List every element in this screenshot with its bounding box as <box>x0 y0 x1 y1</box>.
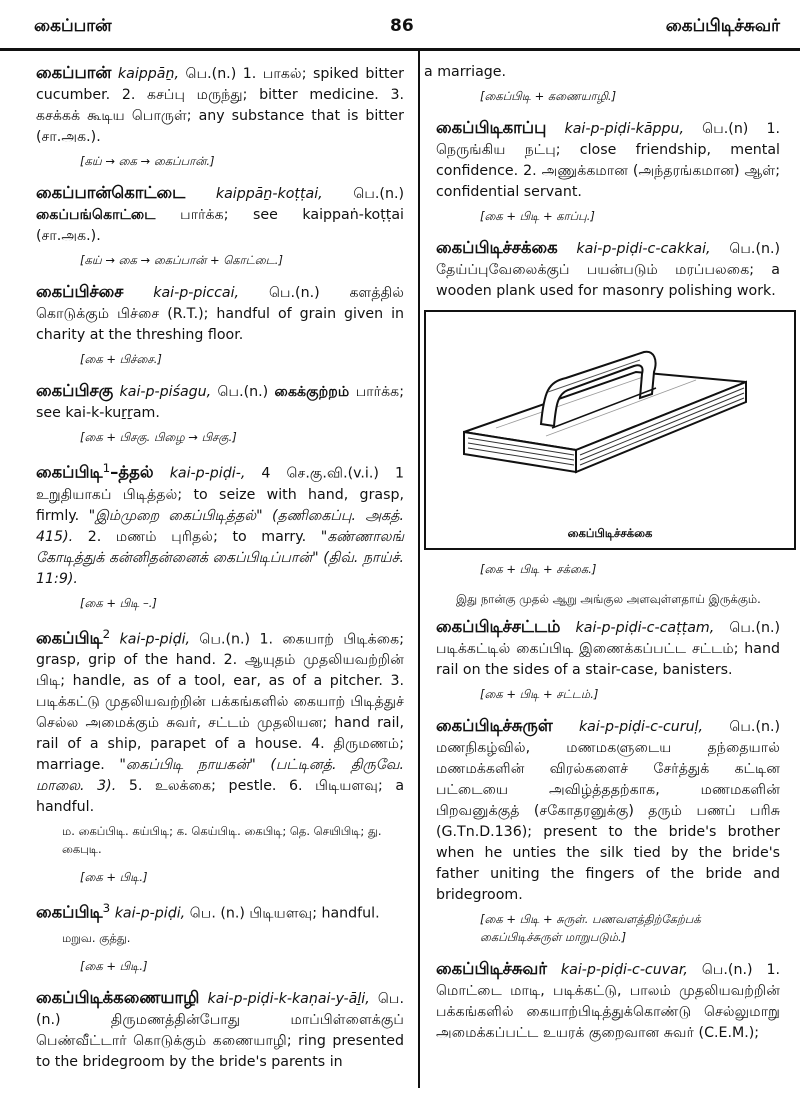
definition: பெ.(n.) படிக்கட்டில் கைப்பிடி இணைக்கப்பட்ட சட்டம்; hand rail on the sides of a stair-case, banisters. <box>436 620 781 678</box>
entry-kaippisagu <box>36 380 404 424</box>
usage-note: இது நான்கு முதல் ஆறு அங்குல அளவுள்ளதாய் இருக்கும். <box>456 592 761 606</box>
headword: கைப்பிடி <box>36 628 103 648</box>
headword: கைப்பிடிக்கணையாழி <box>36 988 200 1008</box>
headword: கைப்பான் <box>36 63 112 82</box>
transliteration: kai-p-piḍi-k-kaṇai-y-āḻi, <box>207 991 370 1008</box>
page-header <box>0 14 800 51</box>
illustration-wooden-float <box>424 310 796 550</box>
continued-text: a marriage. <box>424 64 507 80</box>
entry-kaippidich-chuvar <box>436 958 780 1044</box>
transliteration: kai-p-piḍi, <box>114 906 186 923</box>
headword: கைப்பிச்சை <box>36 282 124 301</box>
transliteration: kaippāṉ-koṭṭai, <box>215 186 323 202</box>
entry-kaippidich-chakkai <box>436 237 780 302</box>
column-divider <box>418 48 420 1088</box>
synonym-note: மறுவ. குத்து. <box>62 931 131 946</box>
plank-drawing <box>426 312 790 544</box>
headword-suffix: –த்தல் <box>110 462 154 482</box>
transliteration: kaippāṉ, <box>117 66 179 82</box>
definition: பெ.(n.) 1. மொட்டை மாடி, படிக்கட்டு, பாலம் முதலியவற்றின் பக்கங்களில் கையாற்பிடித்துக்கொண்டு செல்லுமாறு அமைக்கப்பட்ட உயரக் குறைவான சுவர் (C.E.M.); <box>436 962 780 1041</box>
transliteration: kai-p-piḍi-c-caṭṭam, <box>575 620 715 636</box>
definition: பார்க்க; see kai-k-kuṟṟam. <box>36 384 404 421</box>
etymology: [கை + பிடி –.] <box>80 595 157 610</box>
definition: பெ.(n.) திருமணத்தின்போது மாப்பிள்ளைக்குப் பெண்வீட்டார் கொடுக்கும் கணையாழி; ring presented to the bridegroom by the bride's parents in <box>36 991 404 1071</box>
citation: "கைப்பிடி நாயகன்" (பட்டினத். திருவே. மாலை. 3). <box>36 757 404 795</box>
etymology: [கை + பிடி.] <box>80 959 148 974</box>
etymology: [கை + பிடி + காப்பு.] <box>480 209 595 223</box>
entry-kaippichchai <box>36 281 404 346</box>
transliteration: kai-p-piśagu, <box>119 384 212 400</box>
etymology: [கை + பிடி + சக்கை.] <box>480 562 597 576</box>
headword: கைப்பிடிச்சக்கை <box>436 238 558 257</box>
etymology: [கை + பிடி.] <box>80 870 148 885</box>
entry-kaippan <box>36 62 404 148</box>
transliteration: kai-p-piccai, <box>153 285 240 301</box>
definition: பெ.(n.) 1. பாகல்; spiked bitter cucumber. 2. கசப்பு மருந்து; bitter medicine. 3. கசக்கக் கூடிய பொருள்; any substance that is bitter (சா.அக.). <box>36 66 405 145</box>
homonym-number: 2 <box>102 626 111 641</box>
transliteration: kai-p-piḍi-c-cuvar, <box>560 962 688 978</box>
headword: கைப்பிடி <box>36 462 103 482</box>
headword: கைப்பிடிச்சுருள் <box>436 716 553 735</box>
etymology: [கை + பிடி + சட்டம்.] <box>480 687 599 701</box>
etymology: [கய் → கை → கைப்பான் + கொட்டை.] <box>80 253 283 267</box>
running-head-left: கைப்பான் <box>34 16 112 36</box>
citation-2: "கண்ணாலங் கோடித்துக் கன்னிதன்னைக் கைப்பிடிப்பான்" (திவ். நாய்ச். 11:9). <box>36 528 405 587</box>
headword: கைப்பிடிச்சட்டம் <box>436 617 561 636</box>
definition: 4 செ.கு.வி.(v.i.) 1 உறுதியாகப் பிடித்தல்; to seize with hand, grasp, firmly. <box>36 465 405 524</box>
running-head-right: கைப்பிடிச்சுவர் <box>665 16 780 36</box>
transliteration: kai-p-piḍi-, <box>169 465 246 482</box>
transliteration: kai-p-piḍi-c-curuḷ, <box>578 719 704 735</box>
etymology: [கை + பிடி + சுருள். பணவளத்திற்கேற்பக் கைப்பிடிச்சுருள் மாறுபடும்.] <box>480 912 701 944</box>
cross-reference: கைக்குற்றம் <box>274 384 350 400</box>
figure-caption: கைப்பிடிச்சக்கை <box>567 526 653 540</box>
definition-2: 2. மணம் புரிதல்; to marry. <box>87 528 307 545</box>
etymology: [கை + பிச்சை.] <box>80 352 162 366</box>
cross-reference: கைப்பங்கொட்டை <box>36 207 156 223</box>
headword: கைப்பிடிகாப்பு <box>436 118 547 137</box>
etymology: [கய் → கை → கைப்பான்.] <box>80 154 215 168</box>
definition: பெ.(n) 1. நெருங்கிய நட்பு; close friendship, mental confidence. 2. அணுக்கமான (அந்தரங்கமான) ஆள்; confidential servant. <box>436 121 780 200</box>
etymology: [கை + பிசகு. பிழை → பிசகு.] <box>80 430 237 444</box>
part-of-speech: பெ.(n.) <box>217 384 269 400</box>
right-column <box>424 62 781 1048</box>
etymology: [கைப்பிடி + கணையாழி.] <box>480 89 617 103</box>
entry-kaippidi-1 <box>36 458 404 590</box>
left-column <box>36 62 404 1077</box>
definition: பெ.(n.) 1. கையாற் பிடிக்கை; grasp, grip of the hand. 2. ஆயுதம் முதலியவற்றின் பிடி; handle, as of a tool, ear, as of a pitcher. 3. படிக்கட்டு முதலியவற்றின் பக்கங்களில் கையாற் பிடித்துச் செல்ல அமைக்கும் சுவர், சட்டம் முதலியன; hand rail, rail of a ship, parapet of a house. 4. திருமணம்; marriage. <box>36 631 404 774</box>
cognates: ம. கைப்பிடி. கய்பிடி; க. கெய்பிடி. கைபிடி; தெ. செயிபிடி; து. கைபுடி. <box>62 824 382 857</box>
transliteration: kai-p-piḍi-kāppu, <box>564 121 685 137</box>
headword: கைப்பிடி <box>36 903 103 923</box>
part-of-speech: பெ.(n.) <box>353 186 404 202</box>
entry-kaippidik-kanaiyazhi <box>36 987 404 1073</box>
homonym-number: 3 <box>102 901 111 916</box>
definition-2: 5. உலக்கை; pestle. 6. பிடியளவு; a handful. <box>36 778 405 816</box>
headword: கைப்பான்கொட்டை <box>36 183 186 202</box>
entry-kaippidich-churul <box>436 715 780 906</box>
definition: பெ.(n.) தேய்ப்புவேலைக்குப் பயன்படும் மரப்பலகை; a wooden plank used for masonry polishing work. <box>436 241 781 299</box>
citation: "இம்முறை கைப்பிடித்தல்" (தணிகைப்பு. அகத். 415). <box>36 507 405 545</box>
headword: கைப்பிசகு <box>36 381 114 400</box>
headword: கைப்பிடிச்சுவர் <box>436 959 547 978</box>
entry-kaippidi-3 <box>36 898 404 925</box>
entry-kaippan-kottai <box>36 182 404 247</box>
definition: பெ. (n.) பிடியளவு; handful. <box>189 906 380 923</box>
definition: பெ.(n.) மணநிகழ்வில், மணமகளுடைய தந்தையால் மணமக்களின் விரல்களைச் சேர்த்துக் கட்டின பட்டையை அவிழ்த்ததற்காக, மணமகளின் பிறவனுக்குத் (சகோதரனுக்கு) தரும் பணப் பரிசு (G.Tn.D.136); present to the bride's brother when he unties the silk tied by the bride's father uniting the fingers of the bride and bridegroom. <box>436 719 781 903</box>
transliteration: kai-p-piḍi, <box>119 631 191 648</box>
entry-kaippidi-2 <box>36 624 404 819</box>
homonym-number: 1 <box>102 461 111 475</box>
page-number: 86 <box>390 16 414 36</box>
entry-kaippidich-chattam <box>436 616 780 681</box>
transliteration: kai-p-piḍi-c-cakkai, <box>576 241 711 257</box>
definition: பெ.(n.) களத்தில் கொடுக்கும் பிச்சை (R.T.); handful of grain given in charity at the threshing floor. <box>36 285 405 343</box>
entry-kaippidi-kappu <box>436 117 780 203</box>
definition: பார்க்க; see kaippaṅ-koṭṭai (சா.அக.). <box>36 207 404 244</box>
